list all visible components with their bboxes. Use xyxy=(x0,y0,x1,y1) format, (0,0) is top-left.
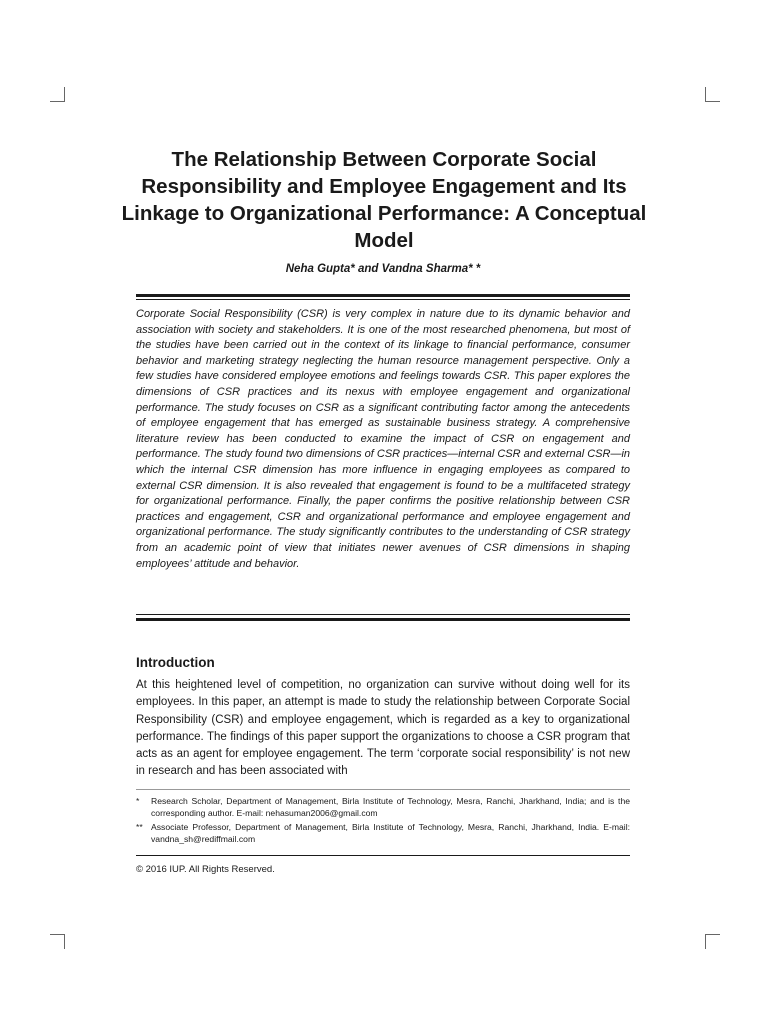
footnote-divider xyxy=(136,789,630,790)
crop-mark-top-right xyxy=(705,87,720,102)
paper-authors: Neha Gupta* and Vandna Sharma* * xyxy=(285,263,481,275)
footnote-author-2 xyxy=(136,822,630,845)
introduction-heading: Introduction xyxy=(136,655,215,670)
footnote-text: Research Scholar, Department of Management, Birla Institute of Technology, Mesra, Ranchi, Jharkhand, India; and is the corresponding author. E-mail: nehasuman2006@gmail.com xyxy=(151,796,630,818)
abstract-top-rule-thin xyxy=(136,299,630,300)
footnote-mark: ** xyxy=(136,822,143,832)
footnote-mark: * xyxy=(136,796,140,806)
crop-mark-bottom-left xyxy=(50,934,65,949)
paper-title: The Relationship Between Corporate Social Responsibility and Employee Engagement and Its Linkage to Organizational Performance: A Conceptual Model xyxy=(121,148,647,252)
abstract-top-rule-thick xyxy=(136,294,630,297)
crop-mark-top-left xyxy=(50,87,65,102)
footnote-author-1 xyxy=(136,796,630,819)
abstract-bottom-rule-thin xyxy=(136,614,630,615)
introduction-text: At this heightened level of competition, no organization can survive without doing well for its employees. In this paper, an attempt is made to study the relationship between Corporate Social Responsibility (CSR) and employee engagement, which is regarded as a key to organizational performance. The findings of this paper support the organizations to choose a CSR program that acts as an agent for employee engagement. The term ‘corporate social responsibility’ is not new in research and has been associated with xyxy=(136,679,630,778)
crop-mark-bottom-right xyxy=(705,934,720,949)
footnote-text: Associate Professor, Department of Management, Birla Institute of Technology, Mesra, Ranchi, Jharkhand, India. E-mail: vandna_sh@rediffmail.com xyxy=(151,822,630,844)
copyright-notice: © 2016 IUP. All Rights Reserved. xyxy=(136,864,275,875)
copyright-divider xyxy=(136,855,630,856)
abstract-text: Corporate Social Responsibility (CSR) is very complex in nature due to its dynamic behavior and association with society and stakeholders. It is one of the most researched phenomena, but most of the studies have been carried out in the context of its linkage to financial performance, consumer behavior and marketing strategy neglecting the human resource management perspective. Only a few studies have considered employee emotions and feelings towards CSR. This paper explores the dimensions of CSR practices and its nexus with employee engagement and organizational performance. The study focuses on CSR as a significant contributing factor among the antecedents of employee engagement that has emerged as sustainable business strategy. A comprehensive literature review has been conducted to examine the impact of CSR on engagement and performance. The study found two dimensions of CSR practices—internal CSR and external CSR—in which the internal CSR dimension has more influence in engaging employees as compared to external CSR dimension. It is also revealed that engagement is found to be a multifaceted strategy for organizational performance. Finally, the paper confirms the positive relationship between CSR practices and engagement, CSR and organizational performance and employee engagement and organizational performance. The study significantly contributes to the understanding of CSR strategy from an academic point of view that initiates newer avenues of CSR dimensions in shaping employees’ attitude and behavior. xyxy=(136,308,631,570)
abstract-bottom-rule-thick xyxy=(136,618,630,621)
